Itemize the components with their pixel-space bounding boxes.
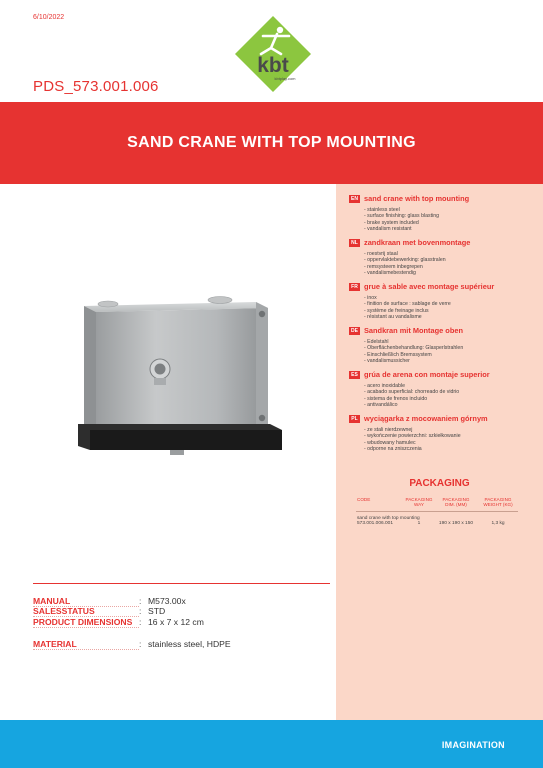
lang-block-nl xyxy=(349,238,539,276)
spec-colon: : xyxy=(139,596,142,606)
spec-label: MANUAL xyxy=(33,596,139,607)
list-item: - inox xyxy=(364,295,377,301)
list-item: - oppervlaktebewerking: glasstralen xyxy=(364,257,446,264)
list-item: - finition de surface : sablage de verre xyxy=(364,301,451,308)
list-item: - antivandálico xyxy=(364,401,398,408)
lang-title: grúa de arena con montaje superior xyxy=(364,370,490,379)
lang-block-de xyxy=(349,326,539,364)
spec-row-salesstatus xyxy=(33,606,165,617)
list-item: - brake system included xyxy=(364,219,419,226)
kbt-logo-icon xyxy=(233,14,313,94)
list-item: - sistema de frenos incluido xyxy=(364,395,428,402)
lang-badge: ES xyxy=(349,371,360,379)
spec-divider xyxy=(33,583,330,584)
lang-badge: EN xyxy=(349,195,360,203)
column-header: PACKAGING WEIGHT (KG) xyxy=(478,497,518,512)
table-cell: 573.001.006.001 xyxy=(357,521,394,526)
table-cell: 190 x 190 x 150 xyxy=(438,521,474,526)
list-item: - acabado superficial: chorreado de vidrio xyxy=(364,389,460,396)
table-header-row xyxy=(356,497,518,512)
footer-tagline: IMAGINATION xyxy=(441,740,505,750)
lang-block-es xyxy=(349,370,539,408)
lang-block-pl xyxy=(349,414,539,452)
lang-block-en xyxy=(349,194,539,232)
spec-value: 16 x 7 x 12 cm xyxy=(148,617,204,627)
table-row xyxy=(356,521,518,526)
list-item: - surface finishing: glass blasting xyxy=(364,213,439,220)
list-item: - acero inoxidable xyxy=(364,383,405,389)
column-header: CODE xyxy=(356,497,404,512)
list-item: - système de freinage inclus xyxy=(364,307,429,314)
lang-badge: DE xyxy=(349,327,360,335)
table-cell: 1,3 kg xyxy=(491,521,505,526)
spec-colon: : xyxy=(139,639,142,649)
list-item: - remsysteem inbegrepen xyxy=(364,263,423,270)
table-row xyxy=(356,512,518,522)
lang-title: zandkraan met bovenmontage xyxy=(364,238,471,247)
spec-label: PRODUCT DIMENSIONS xyxy=(33,617,139,628)
list-item: - vandalismebestendig xyxy=(364,269,416,276)
lang-title: wyciągarka z mocowaniem górnym xyxy=(364,414,488,423)
lang-block-fr xyxy=(349,282,539,320)
footer-bar xyxy=(0,720,543,768)
spec-colon: : xyxy=(139,617,142,627)
list-item: - Einschließlich Bremssystem xyxy=(364,351,432,358)
spec-value: M573.00x xyxy=(148,596,186,606)
list-item: - wbudowany hamulec xyxy=(364,439,416,446)
list-item: - résistant au vandalisme xyxy=(364,313,422,320)
list-item: - Oberflächenbehandlung: Glasperlstrahlen xyxy=(364,345,464,352)
title-band xyxy=(0,102,543,184)
logo-url: kbtplay.com xyxy=(274,76,296,81)
spec-label: MATERIAL xyxy=(33,639,139,650)
list-item: - wykończenie powierzchni: szkiełkowanie xyxy=(364,433,461,440)
list-item: - ze stali nierdzewnej xyxy=(364,427,413,433)
list-item: - vandalismussicher xyxy=(364,357,410,364)
lang-title: sand crane with top mounting xyxy=(364,194,470,203)
product-image xyxy=(70,290,288,462)
lang-title: grue à sable avec montage supérieur xyxy=(364,282,495,291)
logo-wordmark: kbt xyxy=(257,54,289,77)
packaging-table xyxy=(356,497,518,526)
spec-label: SALESSTATUS xyxy=(33,606,139,617)
spec-row-material xyxy=(33,639,231,650)
spec-colon: : xyxy=(139,606,142,616)
column-header: PACKAGING WAY xyxy=(404,497,434,512)
document-date: 6/10/2022 xyxy=(33,14,65,21)
list-item: - stainless steel xyxy=(364,207,400,213)
list-item: - vandalism resistant xyxy=(364,225,412,232)
packaging-title: PACKAGING xyxy=(409,478,470,489)
list-item: - odporne na zniszczenia xyxy=(364,445,422,452)
lang-title: Sandkran mit Montage oben xyxy=(364,326,463,335)
lang-badge: NL xyxy=(349,239,360,247)
description-panel xyxy=(336,184,543,720)
column-header: PACKAGING DIM. (MM) xyxy=(434,497,478,512)
spec-value: stainless steel, HDPE xyxy=(148,639,231,649)
list-item: - Edelstahl xyxy=(364,339,389,345)
table-cell: 1 xyxy=(417,521,421,526)
spec-row-dimensions xyxy=(33,617,204,628)
list-item: - roestvrij staal xyxy=(364,251,398,257)
lang-badge: FR xyxy=(349,283,360,291)
spec-value: STD xyxy=(148,606,166,616)
lang-badge: PL xyxy=(349,415,360,423)
package-name: sand crane with top mounting xyxy=(357,516,420,521)
page-title: SAND CRANE WITH TOP MOUNTING xyxy=(127,134,416,151)
product-code: PDS_573.001.006 xyxy=(33,78,159,95)
